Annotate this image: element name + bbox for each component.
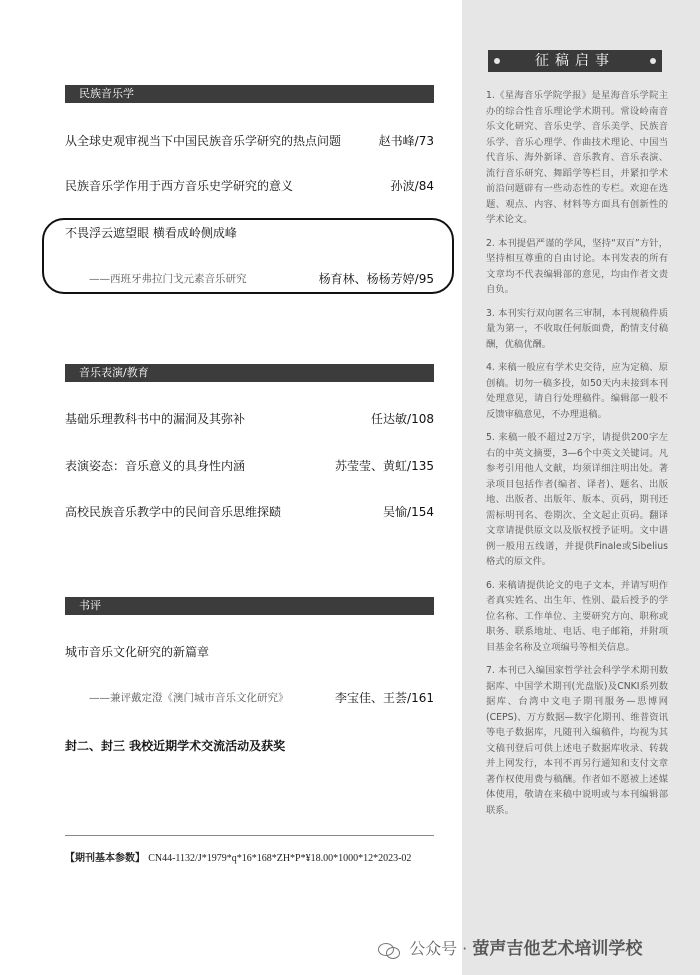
toc-entry[interactable]: [65, 132, 434, 150]
note-item: 2. 本刊提倡严谨的学风，坚持“双百”方针，坚持相互尊重的自由讨论。本刊发表的所有文章均不代表编辑部的意见，均由作者文责自负。: [486, 237, 668, 295]
banner-dot-icon: [494, 58, 500, 64]
call-for-papers-notes: [486, 88, 668, 826]
divider: [65, 835, 434, 836]
section-header-book-review: 书评: [65, 597, 434, 615]
banner-dot-icon: [650, 58, 656, 64]
toc-entry-author-page: 孙波/84: [390, 179, 434, 193]
journal-params-label: 【期刊基本参数】: [65, 853, 145, 864]
note-item: 3. 本刊实行双向匿名三审制，本刊规稿件质量为第一，不收取任何版面费，酌情支付稿酬，优稿优酬。: [486, 307, 668, 350]
toc-entry[interactable]: [65, 177, 434, 195]
toc-entry-author-page: 任达敏/108: [371, 412, 434, 426]
toc-entry-subtitle-row: [65, 270, 434, 288]
toc-entry[interactable]: [65, 457, 434, 475]
toc-entry-author-page: 李宝佳、王荟/161: [335, 691, 434, 705]
toc-entry[interactable]: [65, 410, 434, 428]
toc-entry-title: 不畏浮云遮望眼 横看成岭侧成峰: [65, 226, 237, 240]
section-header-performance: 音乐表演/教育: [65, 364, 434, 382]
watermark-prefix: 公众号 ·: [409, 939, 468, 958]
toc-entry-highlighted[interactable]: [65, 224, 434, 242]
toc-entry-author-page: 吴愉/154: [383, 505, 434, 519]
note-item: 6. 来稿请提供论文的电子文本，并请写明作者真实姓名、出生年、性别、最后授予的学位名称、工作单位、主要研究方向、职称或职务、联系地址、电话、电子邮箱，并附项目基金名称及立项编号等相关信息。: [486, 579, 668, 653]
section-header-folk-music: 民族音乐学: [65, 85, 434, 103]
toc-entry-author-page: 苏莹莹、黄虹/135: [335, 459, 434, 473]
wechat-icon: [378, 941, 400, 959]
toc-entry-title: 民族音乐学作用于西方音乐史学研究的意义: [65, 179, 294, 193]
call-for-papers-title: [488, 50, 662, 72]
toc-entry[interactable]: [65, 643, 434, 661]
wechat-watermark: [378, 934, 700, 964]
toc-entry-subtitle-row: [65, 689, 434, 707]
toc-entry-subtitle: ——兼评戴定澄《澳门城市音乐文化研究》: [89, 692, 289, 704]
toc-entry-title: 基础乐理教科书中的漏洞及其弥补: [65, 412, 246, 426]
toc-entry-title: 城市音乐文化研究的新篇章: [65, 645, 210, 659]
toc-entry-title: 高校民族音乐教学中的民间音乐思维探赜: [65, 505, 282, 519]
cover-note-text: 封二、封三 我校近期学术交流活动及获奖: [65, 739, 286, 753]
cover-note[interactable]: [65, 737, 434, 755]
toc-entry[interactable]: [65, 503, 434, 521]
journal-params-value: CN44-1132/J*1979*q*16*168*ZH*P*¥18.00*1000*12*2023-02: [148, 853, 412, 864]
toc-entry-author-page: 赵书峰/73: [378, 134, 434, 148]
note-item: 7. 本刊已入编国家哲学社会科学学术期刊数据库、中国学术期刊(光盘版)及CNKI系列数据库、台湾中文电子期刊服务—思博网(CEPS)、万方数据—数字化期刊、维普资讯等电子数据库，凡随刊入编稿件，均视为其文稿刊登后可供上述电子数据库收录、转载并上网发行，本刊不再另行通知和支付文章著作权使用费与稿酬。作者如不愿被上述媒体使用，敬请在来稿中说明或与本刊编辑部联系。: [486, 665, 668, 816]
watermark-account-name: 萤声吉他艺术培训学校: [472, 939, 643, 959]
toc-entry-subtitle: ——西班牙弗拉门戈元素音乐研究: [89, 273, 247, 285]
call-for-papers-title-text: 征稿启事: [535, 53, 615, 69]
note-item: 5. 来稿一般不超过2万字，请提供200字左右的中英文摘要，3—6个中英文关键词。凡参考引用他人文献，均须详细注明出处。著录项目包括作者(编者、译者)、题名、出版地、出版者、出版年、版本、页码，期刊还需标明刊名、卷期次、全文起止页码。翻译文章请提供原文以及版权授予证明。文中谱例一般用五线谱，并提供Finale或Sibelius格式的原文件。: [486, 432, 668, 567]
toc-entry-title: 从全球史观审视当下中国民族音乐学研究的热点问题: [65, 134, 342, 148]
toc-entry-author-page: 杨育林、杨杨芳婷/95: [318, 272, 434, 286]
journal-params: [65, 849, 445, 864]
note-item: 4. 来稿一般应有学术史交待，应为定稿、原创稿。切勿一稿多投，如50天内未接到本刊处理意见，请自行处理稿件。编辑部一般不反馈审稿意见，不办理退稿。: [486, 362, 668, 420]
toc-entry-title: 表演姿态：音乐意义的具身性内涵: [65, 459, 246, 473]
note-item: 1.《星海音乐学院学报》是星海音乐学院主办的综合性音乐理论学术期刊。常设岭南音乐文化研究、音乐史学、音乐美学、民族音乐学、音乐心理学、作曲技术理论、中国当代音乐、海外新译、音乐教育、音乐表演、流行音乐研究、舞蹈学等栏目，并紧扣学术前沿问题辟有一些动态性的专栏。欢迎在选题、观点、内容、材料等方面具有创新性的学术论文。: [486, 90, 668, 225]
